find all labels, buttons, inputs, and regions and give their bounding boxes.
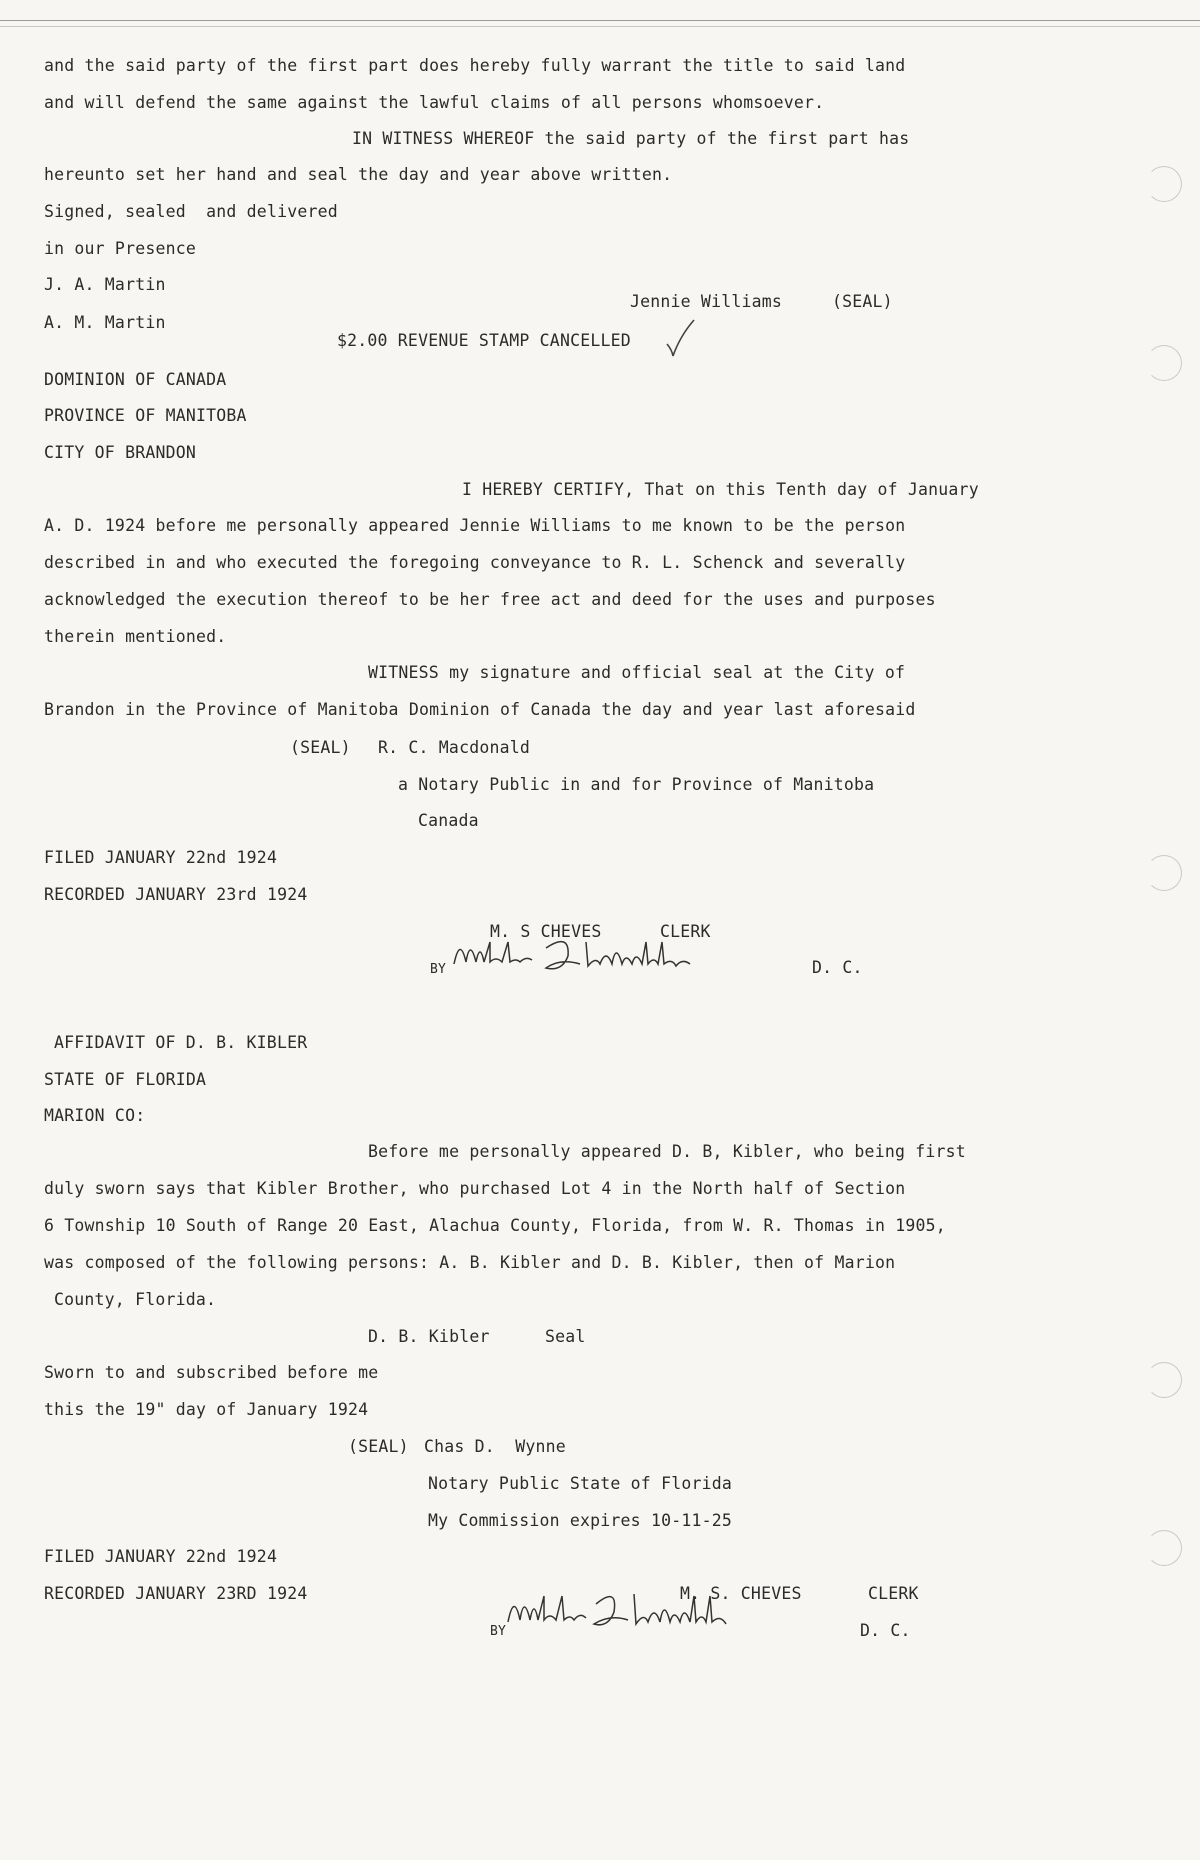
jurisdiction-province: PROVINCE OF MANITOBA: [44, 406, 247, 425]
clerk-name: M. S CHEVES: [490, 922, 602, 941]
filed-date-2: FILED JANUARY 22nd 1924: [44, 1547, 278, 1566]
certificate-line-7: Brandon in the Province of Manitoba Dominion of Canada the day and year last aforesaid: [44, 700, 916, 719]
affidavit-line-3: 6 Township 10 South of Range 20 East, Alachua County, Florida, from W. R. Thomas in 1905,: [44, 1216, 946, 1235]
sworn-line-2: this the 19" day of January 1924: [44, 1400, 369, 1419]
affiant-name: D. B. Kibler: [368, 1327, 490, 1346]
florida-notary-name: Chas D. Wynne: [424, 1437, 566, 1456]
certificate-line-1: I HEREBY CERTIFY, That on this Tenth day of January: [462, 480, 979, 499]
florida-notary-commission: My Commission expires 10-11-25: [428, 1511, 733, 1530]
jurisdiction-country: DOMINION OF CANADA: [44, 370, 227, 389]
florida-notary-seal-label: (SEAL): [348, 1437, 409, 1456]
filed-date: FILED JANUARY 22nd 1924: [44, 848, 278, 867]
deputy-clerk-dc: D. C.: [812, 958, 863, 977]
punch-hole-mark: [1146, 166, 1182, 202]
signed-sealed-delivered: Signed, sealed and delivered: [44, 202, 338, 221]
recorded-date: RECORDED JANUARY 23rd 1924: [44, 885, 308, 904]
clerk-name-2: M. S. CHEVES: [680, 1584, 802, 1603]
punch-hole-mark: [1146, 855, 1182, 891]
affiant-seal: Seal: [545, 1327, 586, 1346]
witness-1-name: J. A. Martin: [44, 275, 166, 294]
warranty-line-1: and the said party of the first part does hereby fully warrant the title to said land: [44, 56, 906, 75]
florida-notary-title: Notary Public State of Florida: [428, 1474, 733, 1493]
notary-name: R. C. Macdonald: [378, 738, 531, 757]
affidavit-line-2: duly sworn says that Kibler Brother, who purchased Lot 4 in the North half of Section: [44, 1179, 906, 1198]
certificate-line-5: therein mentioned.: [44, 627, 227, 646]
certificate-line-2: A. D. 1924 before me personally appeared Jennie Williams to me known to be the person: [44, 516, 906, 535]
certificate-line-3: described in and who executed the foregoing conveyance to R. L. Schenck and severally: [44, 553, 906, 572]
clerk-title-2: CLERK: [868, 1584, 919, 1603]
deputy-clerk-signature-2: [504, 1578, 744, 1648]
revenue-stamp-note: $2.00 REVENUE STAMP CANCELLED: [337, 331, 631, 350]
affidavit-line-4: was composed of the following persons: A. B. Kibler and D. B. Kibler, then of Marion: [44, 1253, 896, 1272]
affidavit-line-1: Before me personally appeared D. B, Kibler, who being first: [368, 1142, 966, 1161]
affidavit-county: MARION CO:: [44, 1106, 146, 1125]
in-our-presence: in our Presence: [44, 239, 197, 258]
witness-2-name: A. M. Martin: [44, 313, 166, 332]
witness-clause-line-2: hereunto set her hand and seal the day and year above written.: [44, 165, 673, 184]
by-label: BY: [430, 962, 447, 977]
grantor-seal: (SEAL): [832, 292, 893, 311]
deputy-clerk-dc-2: D. C.: [860, 1621, 911, 1640]
notary-title: a Notary Public in and for Province of Manitoba: [398, 775, 875, 794]
clerk-title: CLERK: [660, 922, 711, 941]
deputy-clerk-signature: [450, 928, 710, 988]
grantor-name: Jennie Williams: [630, 292, 783, 311]
top-rule-faint: [0, 26, 1200, 27]
recorded-date-2: RECORDED JANUARY 23RD 1924: [44, 1584, 308, 1603]
warranty-line-2: and will defend the same against the lawful claims of all persons whomsoever.: [44, 93, 825, 112]
certificate-line-6: WITNESS my signature and official seal at the City of: [368, 663, 906, 682]
witness-clause-line-1: IN WITNESS WHEREOF the said party of the first part has: [352, 129, 910, 148]
notary-seal-label: (SEAL): [290, 738, 351, 757]
punch-hole-mark: [1146, 1362, 1182, 1398]
jurisdiction-city: CITY OF BRANDON: [44, 443, 197, 462]
affidavit-state: STATE OF FLORIDA: [44, 1070, 207, 1089]
notary-country: Canada: [418, 811, 479, 830]
sworn-line-1: Sworn to and subscribed before me: [44, 1363, 379, 1382]
affidavit-title: AFFIDAVIT OF D. B. KIBLER: [54, 1033, 308, 1052]
certificate-line-4: acknowledged the execution thereof to be her free act and deed for the uses and purposes: [44, 590, 936, 609]
check-mark-icon: [664, 318, 696, 358]
top-rule: [0, 20, 1200, 21]
by-label-2: BY: [490, 1624, 507, 1639]
punch-hole-mark: [1146, 345, 1182, 381]
punch-hole-mark: [1146, 1530, 1182, 1566]
affidavit-line-5: County, Florida.: [54, 1290, 217, 1309]
